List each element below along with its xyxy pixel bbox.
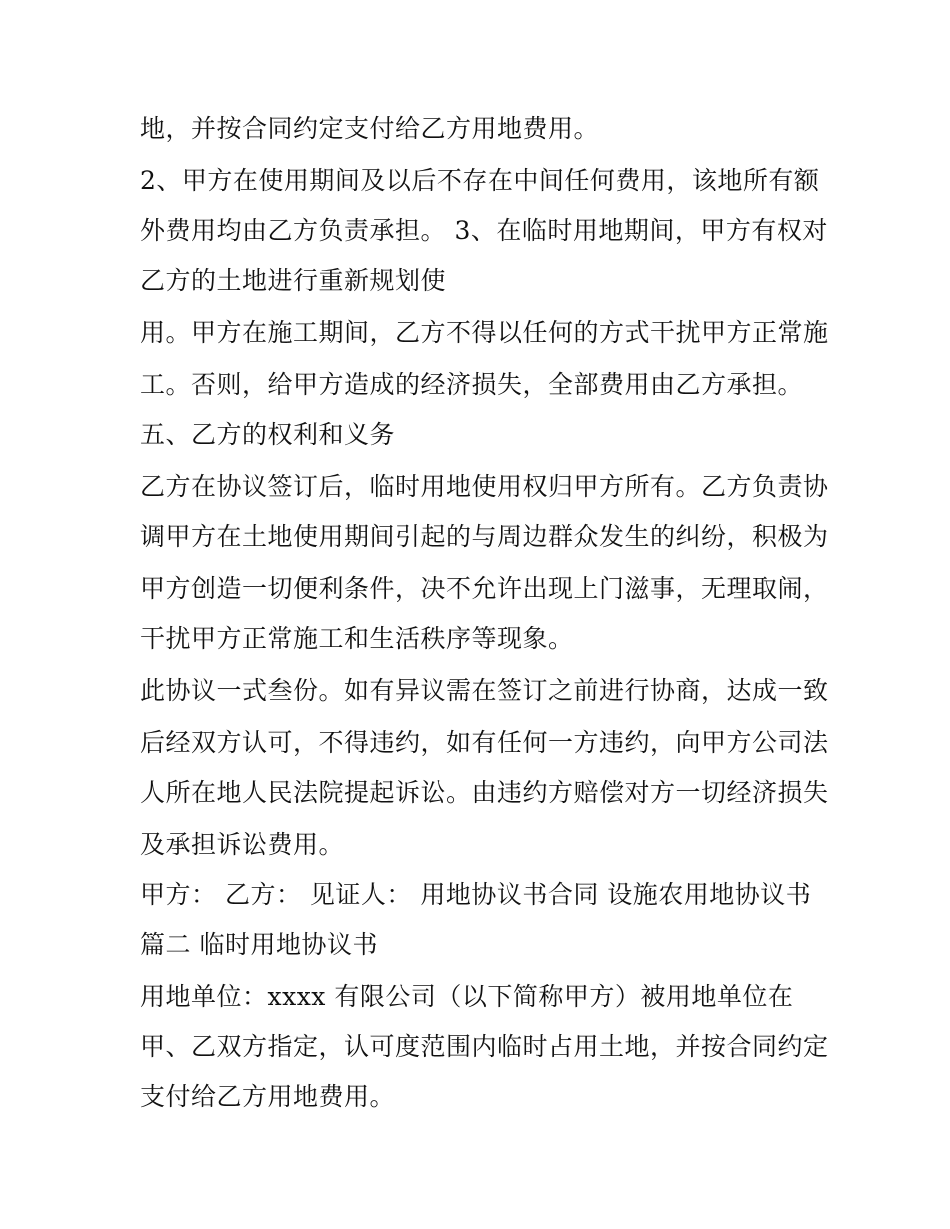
- text-line: 干扰甲方正常施工和生活秩序等现象。: [140, 624, 574, 653]
- text-line: 工。否则，给甲方造成的经济损失，全部费用由乙方承担。: [140, 370, 804, 399]
- text-line: 后经双方认可，不得违约，如有任何一方违约，向甲方公司法: [140, 728, 829, 757]
- text-line: 外费用均由乙方负责承担。 3、在临时用地期间，甲方有权对: [140, 216, 828, 245]
- text-line: 调甲方在土地使用期间引起的与周边群众发生的纠纷，积极为: [140, 522, 829, 551]
- text-line: 乙方的土地进行重新规划使: [140, 266, 447, 295]
- text-line: 此协议一式叁份。如有异议需在签订之前进行协商，达成一致: [140, 676, 829, 705]
- section-heading: 五、乙方的权利和义务: [140, 420, 396, 449]
- signature-line: 甲方： 乙方： 见证人： 用地协议书合同 设施农用地协议书: [140, 880, 812, 909]
- text-line: 地，并按合同约定支付给乙方用地费用。: [140, 114, 600, 143]
- text-line: 人所在地人民法院提起诉讼。由违约方赔偿对方一切经济损失: [140, 778, 829, 807]
- text-line: 甲方创造一切便利条件，决不允许出现上门滋事，无理取闹，: [140, 574, 829, 603]
- text-line: 甲、乙双方指定，认可度范围内临时占用土地，并按合同约定: [140, 1032, 829, 1061]
- text-line: 乙方在协议签订后，临时用地使用权归甲方所有。乙方负责协: [140, 472, 829, 501]
- section-heading: 篇二 临时用地协议书: [140, 930, 378, 959]
- text-line: 支付给乙方用地费用。: [140, 1082, 396, 1111]
- text-line: 及承担诉讼费用。: [140, 830, 345, 859]
- text-line: 2、甲方在使用期间及以后不存在中间任何费用，该地所有额: [140, 166, 820, 195]
- text-line: 用地单位：xxxx 有限公司（以下简称甲方）被用地单位在: [140, 982, 794, 1011]
- text-line: 用。甲方在施工期间，乙方不得以任何的方式干扰甲方正常施: [140, 318, 829, 347]
